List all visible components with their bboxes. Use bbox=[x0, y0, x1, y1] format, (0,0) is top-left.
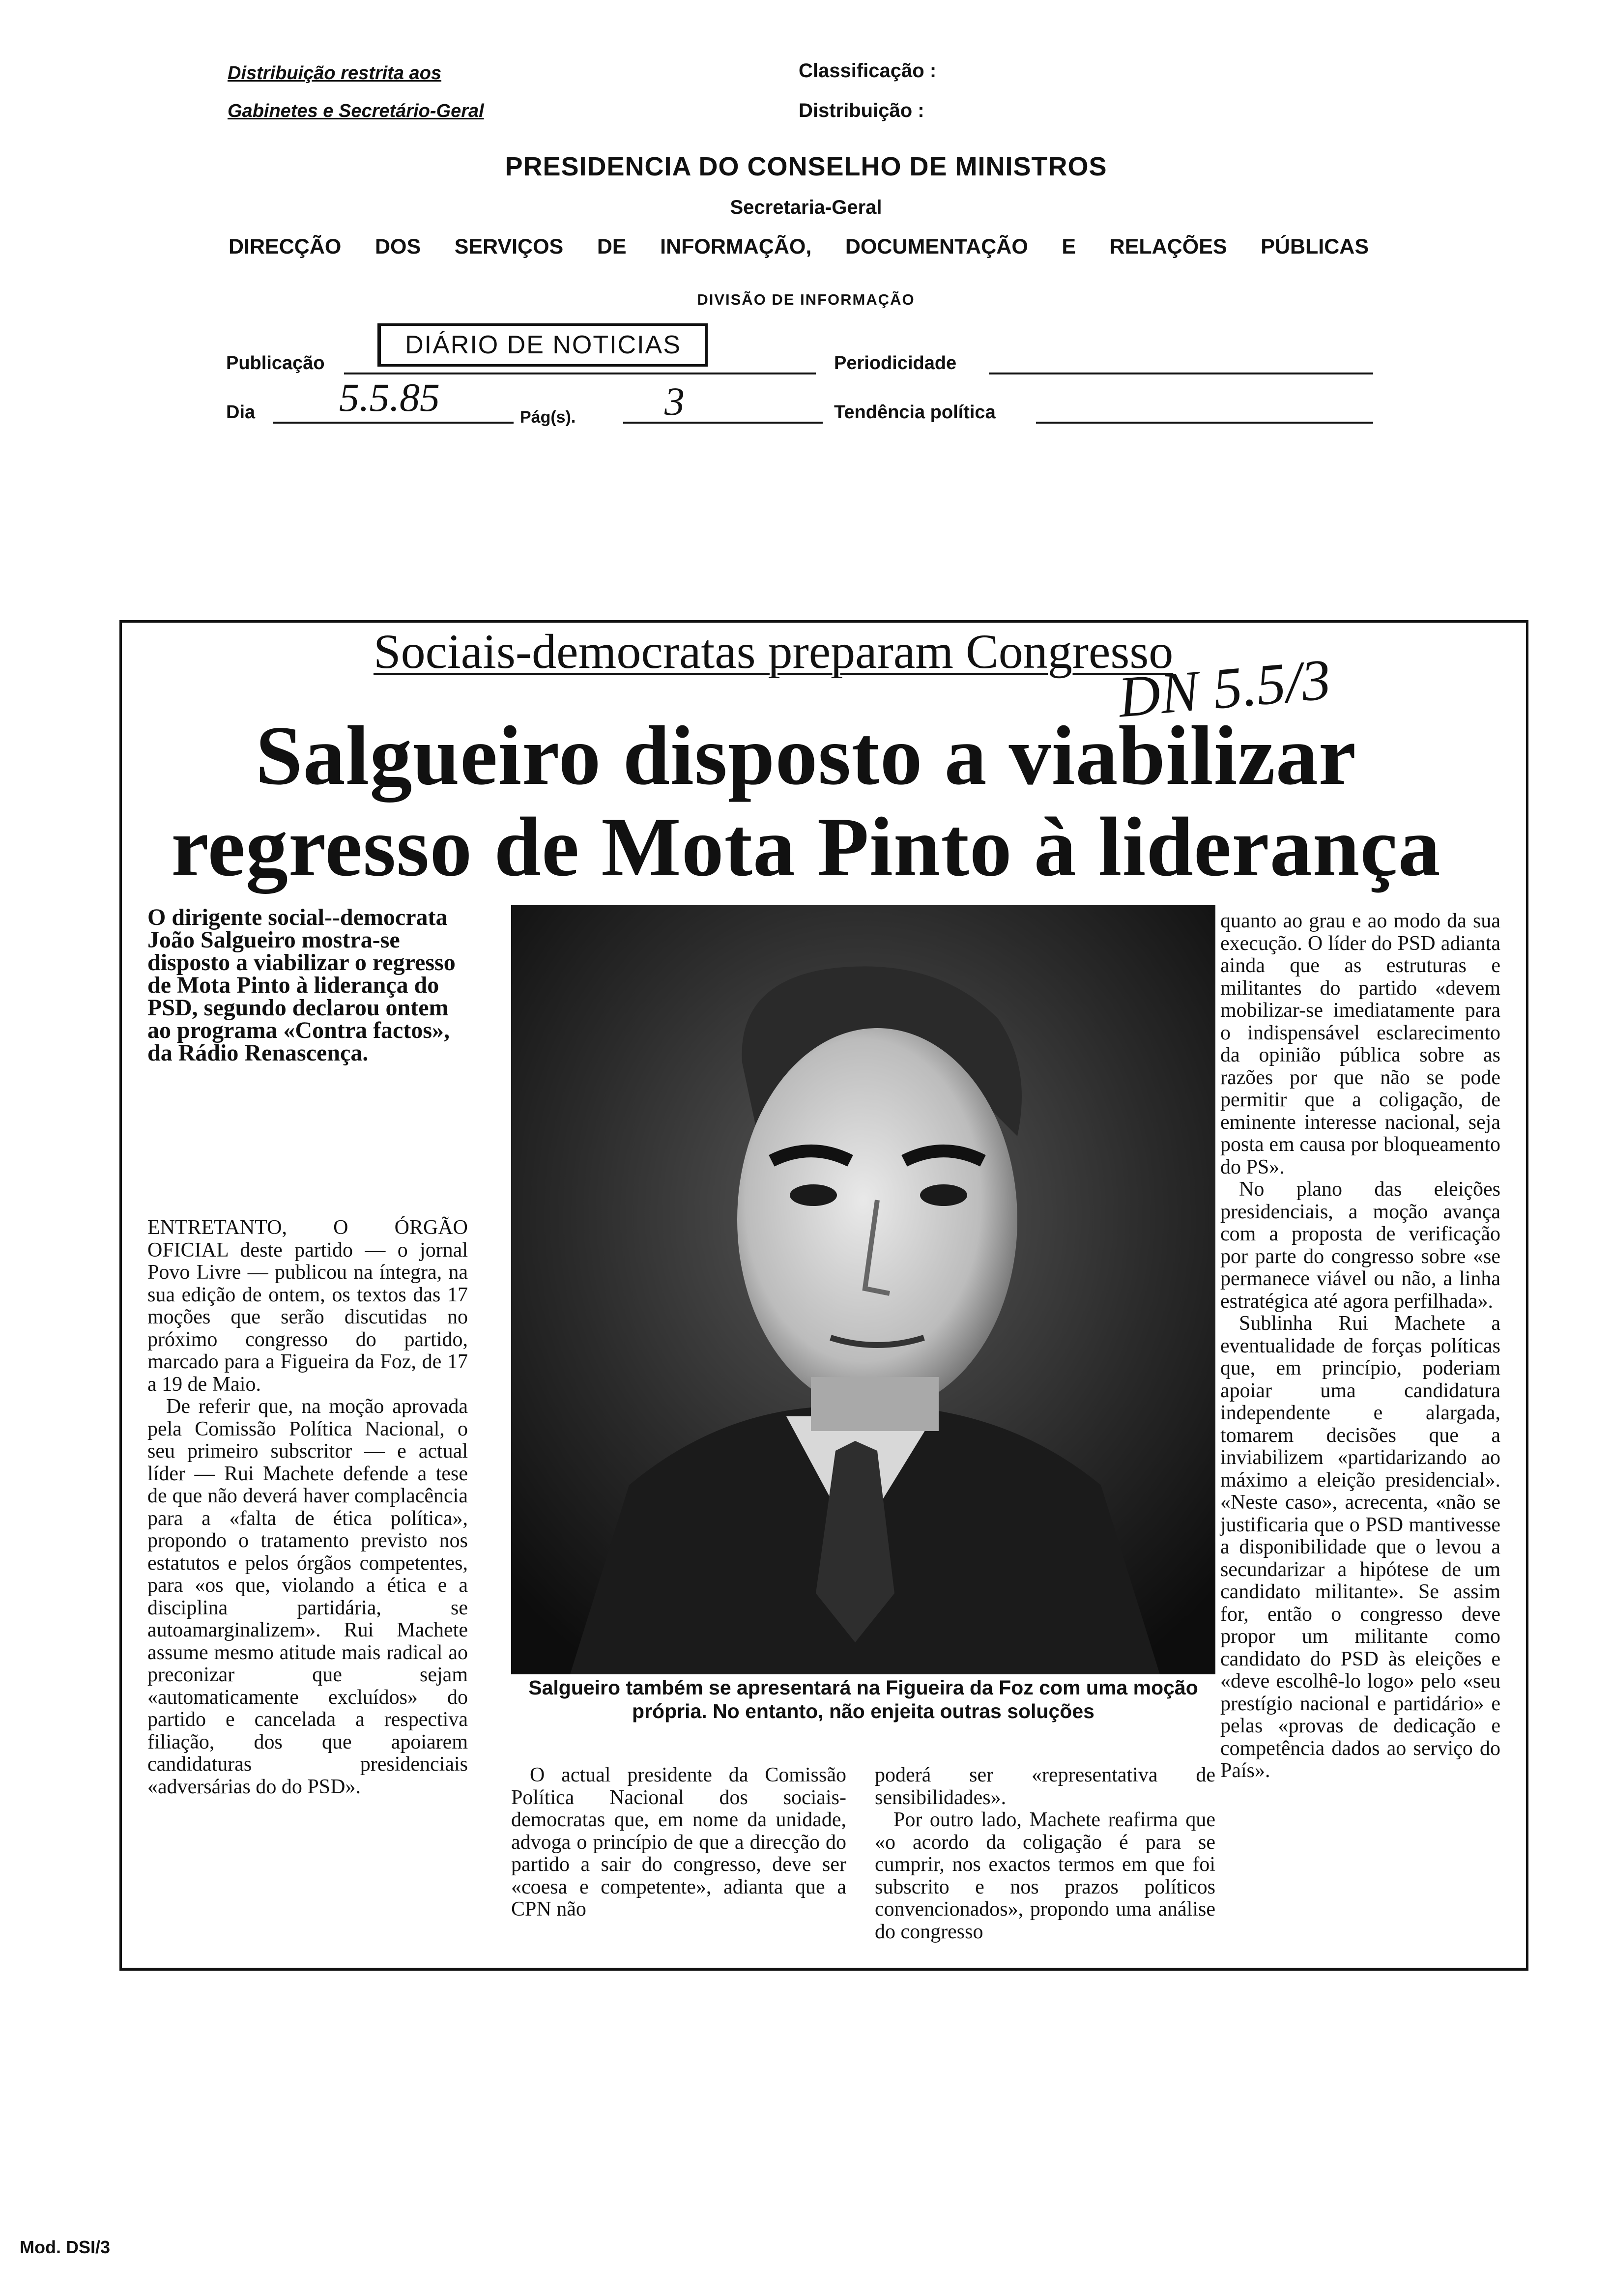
article-column-2 bbox=[511, 1764, 846, 1921]
clipping-top-border bbox=[119, 620, 1528, 623]
day-handwritten: 5.5.85 bbox=[339, 375, 440, 420]
publication-label: Publicação bbox=[226, 353, 325, 373]
org-title: PRESIDENCIA DO CONSELHO DE MINISTROS bbox=[505, 152, 1107, 181]
headline-line1: Salgueiro disposto a viabilizar bbox=[255, 709, 1357, 803]
pages-field-line bbox=[623, 422, 823, 424]
form-model-code: Mod. DSI/3 bbox=[20, 2237, 111, 2257]
pages-label: Pág(s). bbox=[520, 408, 576, 427]
publication-stamp: DIÁRIO DE NOTICIAS bbox=[377, 323, 708, 367]
classification-label: Classificação : bbox=[799, 60, 937, 82]
distribution-restricted-line1: Distribuição restrita aos bbox=[228, 63, 442, 84]
column4-paragraph-2: No plano das eleições presidenciais, a moção avança com a proposta de verificação por parte do congresso sobre «se permanece viável ou não, a linha estratégica até agora perfilhada». bbox=[1220, 1178, 1500, 1313]
column1-paragraph-2: De referir que, na moção aprovada pela Comissão Política Nacional, o seu primeiro subscritor — e actual líder — Rui Machete defende a tese de que não deverá haver complacência para a «falta de ética política», propondo o tratamento previsto nos estatutos e pelos órgãos competentes, para «os que, violando a ética e a disciplina partidária, se autoamarginalizem». Rui Machete assume mesmo atitude mais radical ao preconizar que sejam «automaticamente excluídos» do partido e cancelada a respectiva filiação, dos que apoiarem candidaturas presidenciais «adversárias do do PSD». bbox=[147, 1395, 468, 1798]
article-column-4 bbox=[1220, 910, 1500, 1782]
direction-line: DIRECÇÃO DOS SERVIÇOS DE INFORMAÇÃO, DOCUMENTAÇÃO E RELAÇÕES PÚBLICAS bbox=[229, 235, 1369, 258]
column3-paragraph-0: poderá ser «representativa de sensibilidades». bbox=[875, 1764, 1215, 1809]
distribution-restricted-line2: Gabinetes e Secretário-Geral bbox=[228, 101, 484, 121]
handwritten-reference: DN 5.5/3 bbox=[1116, 647, 1333, 730]
day-field-line bbox=[273, 422, 514, 424]
article-lead: O dirigente social--democrata João Salgueiro mostra-se disposto a viabilizar o regresso de Mota Pinto à liderança do PSD, segundo declarou ontem ao programa «Contra factos», da Rádio Renascença. bbox=[147, 904, 456, 1066]
column4-paragraph-1: quanto ao grau e ao modo da sua execução. O líder do PSD adianta ainda que as estruturas e militantes do partido «devem mobilizar-se imediatamente para o indispensável esclarecimento da opinião pública sobre as razões por que não se pode permitir que a coligação, de eminente interesse nacional, seja posta em causa por bloqueamento do PS». bbox=[1220, 910, 1500, 1178]
column4-paragraph-3: Sublinha Rui Machete a eventualidade de forças políticas que, em princípio, poderiam apoiar uma candidatura independente e alargada, tomarem decisões que a inviabilizem «partidarizando ao máximo a eleição presidencial». «Neste caso», acrecenta, «não se justificaria que o PSD mantivesse a disponibilidade que o levou a secundarizar a hipótese de um candidato militante». Se assim for, então o congresso deve propor um militante como candidato do PSD às eleições e «deve escolhê-lo logo» pelo «seu prestígio nacional e partidário» e pelas «provas de dedicação e competência dados ao serviço do País». bbox=[1220, 1312, 1500, 1782]
column1-paragraph-1: ENTRETANTO, O ÓRGÃO OFICIAL deste partido — o jornal Povo Livre — publicou na íntegra, na sua edição de ontem, os textos das 17 moções que serão discutidas no próximo congresso do partido, marcado para a Figueira da Foz, de 17 a 19 de Maio. bbox=[147, 1216, 468, 1396]
periodicity-field-line bbox=[989, 373, 1373, 374]
photo-caption: Salgueiro também se apresentará na Figueira da Foz com uma moção própria. No entanto, não enjeita outras soluções bbox=[528, 1676, 1198, 1722]
column2-paragraph-1: O actual presidente da Comissão Política Nacional dos sociais-democratas que, em nome da unidade, advoga o princípio de que a direcção do partido a sair do congresso, deve ser «coesa e competente», adianta que a CPN não bbox=[511, 1764, 846, 1921]
periodicity-label: Periodicidade bbox=[834, 353, 957, 373]
column3-paragraph-1: Por outro lado, Machete reafirma que «o acordo da coligação é para se cumprir, nos exactos termos em que foi subscrito e nos prazos políticos convencionados», propondo uma análise do congresso bbox=[875, 1808, 1215, 1943]
tendency-field-line bbox=[1036, 422, 1373, 424]
distribution-label: Distribuição : bbox=[799, 100, 924, 121]
portrait-illustration bbox=[511, 905, 1215, 1674]
tendency-label: Tendência política bbox=[834, 402, 996, 423]
day-label: Dia bbox=[226, 402, 256, 423]
headline-line2: regresso de Mota Pinto à liderança bbox=[171, 801, 1441, 894]
article-kicker: Sociais-democratas preparam Congresso bbox=[374, 624, 1174, 679]
division-line: DIVISÃO DE INFORMAÇÃO bbox=[697, 291, 915, 308]
article-photo bbox=[511, 905, 1215, 1674]
article-column-1 bbox=[147, 1217, 468, 1798]
article-column-3 bbox=[875, 1764, 1215, 1943]
pages-handwritten: 3 bbox=[664, 379, 685, 424]
org-subtitle: Secretaria-Geral bbox=[730, 197, 882, 218]
clipping-bottom-border bbox=[119, 1968, 1528, 1971]
